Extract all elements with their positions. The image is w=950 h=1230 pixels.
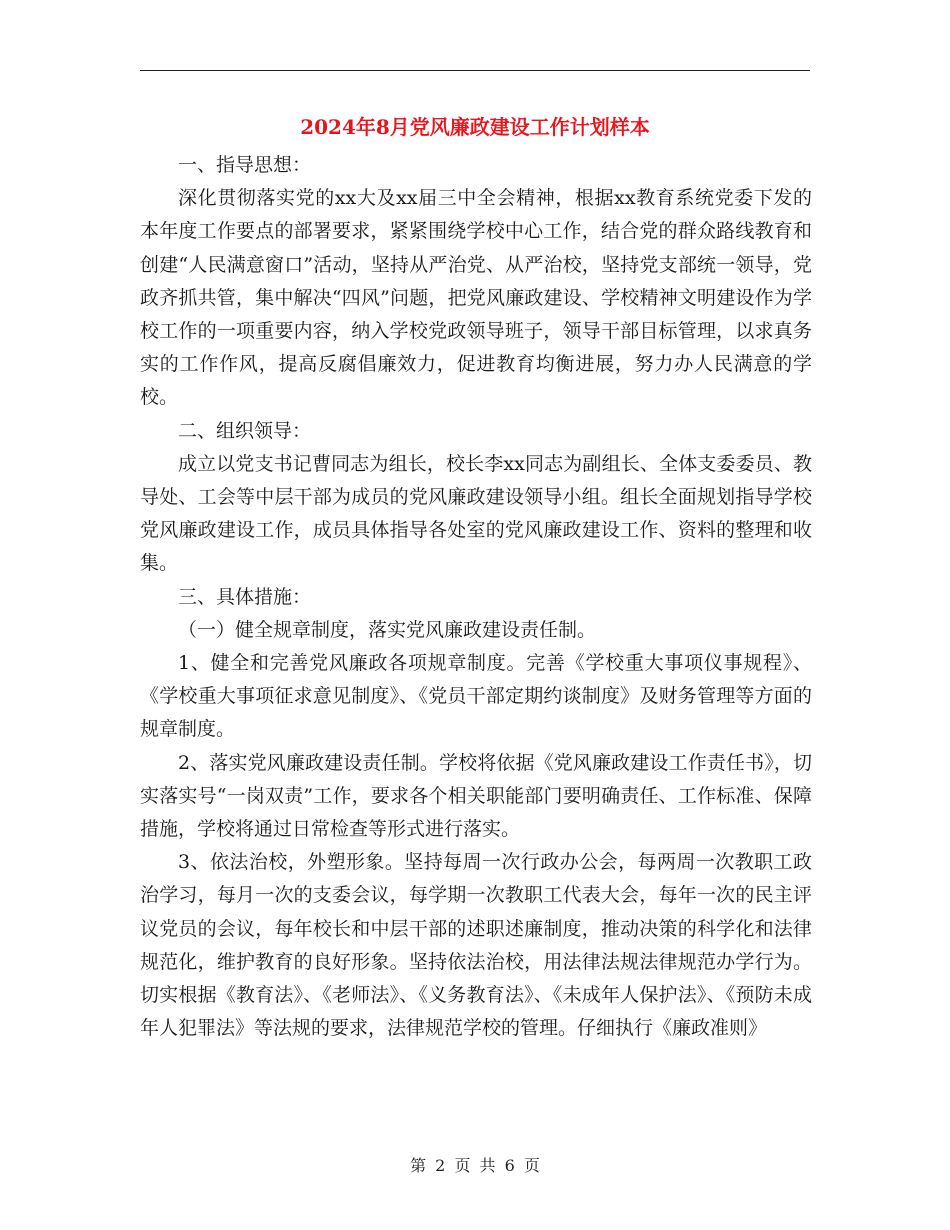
section-heading-measures: 三、具体措施： [178,585,312,608]
section-heading-organization: 二、组织领导： [178,419,312,442]
header-rule [140,70,810,71]
section-heading-guiding-ideology: 一、指导思想： [178,154,312,176]
paragraph-organization: 成立以党支书记曹同志为组长，校长李xx同志为副组长、全体支委委员、教导处、工会等中层干部为成员的党风廉政建设领导小组。组长全面规划指导学校党风廉政建设工作，成员具体指导各处室的党风廉政建设工作、资料的整理和收集。 [140,452,812,575]
paragraph-item-2: 2、落实党风廉政建设责任制。学校将依据《党风廉政建设工作责任书》，切实落实号“一岗双责”工作，要求各个相关职能部门要明确责任、工作标准、保障措施，学校将通过日常检查等形式进行落实。 [140,751,812,841]
document-body [140,149,812,1045]
paragraph-guiding-ideology: 深化贯彻落实党的xx大及xx届三中全会精神，根据xx教育系统党委下发的本年度工作要点的部署要求，紧紧围绕学校中心工作，结合党的群众路线教育和创建“人民满意窗口”活动，坚持从严治党、从严治校，坚持党支部统一领导，党政齐抓共管，集中解决“四风”问题，把党风廉政建设、学校精神文明建设作为学校工作的一项重要内容，纳入学校党政领导班子，领导干部目标管理，以求真务实的工作作风，提高反腐倡廉效力，促进教育均衡进展，努力办人民满意的学校。 [140,187,812,409]
paragraph-item-1: 1、健全和完善党风廉政各项规章制度。完善《学校重大事项仪事规程》、《学校重大事项征求意见制度》、《党员干部定期约谈制度》及财务管理等方面的规章制度。 [140,652,812,741]
document-title: 2024年8月党风廉政建设工作计划样本 [300,115,650,139]
paragraph-item-3: 3、依法治校，外塑形象。坚持每周一次行政办公会，每两周一次教职工政治学习，每月一次的支委会议，每学期一次教职工代表大会，每年一次的民主评议党员的会议，每年校长和中层干部的述职述廉制度，推动决策的科学化和法律规范化，维护教育的良好形象。坚持依法治校，用法律法规法律规范办学行为。切实根据《教育法》、《老师法》、《义务教育法》、《未成年人保护法》、《预防未成年人犯罪法》等法规的要求，法律规范学校的管理。仔细执行《廉政准则》 [140,851,812,1040]
subsection-heading-rules: （一）健全规章制度，落实党风廉政建设责任制。 [178,618,597,641]
page-number-footer: 第 2 页 共 6 页 [410,1156,540,1175]
